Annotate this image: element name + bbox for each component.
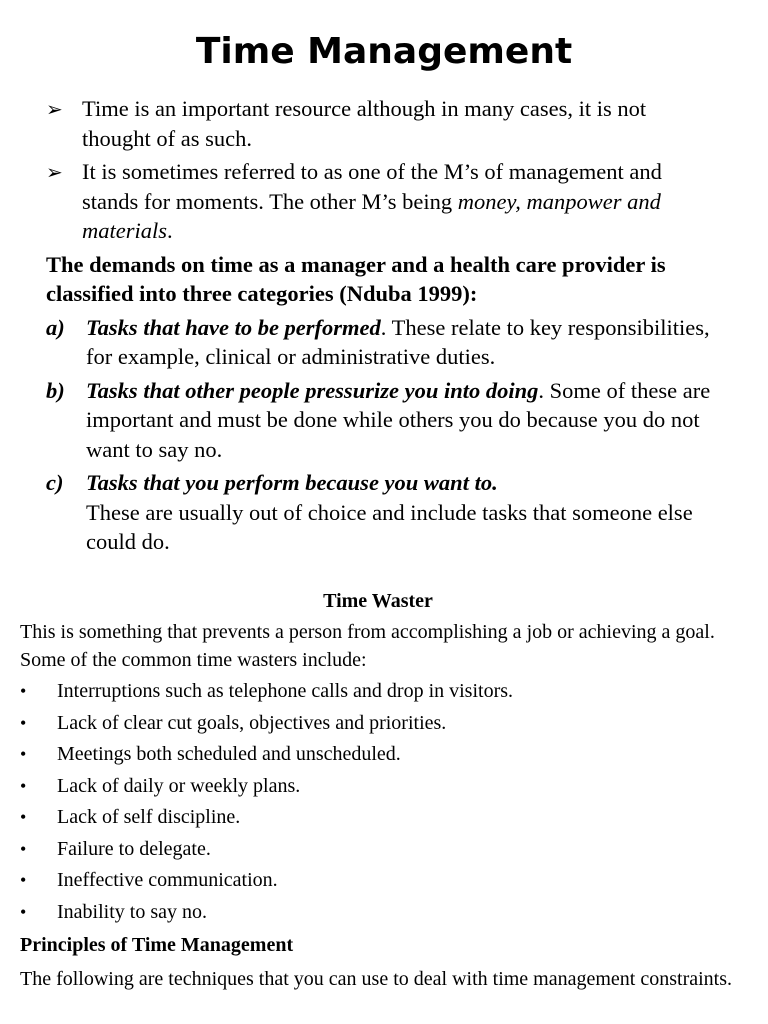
- category-marker: b): [46, 377, 65, 403]
- category-description: These are usually out of choice and include tasks that someone else could do.: [86, 499, 693, 554]
- list-item: [20, 866, 740, 898]
- page-title: Time Management: [195, 31, 573, 72]
- list-item-text: Meetings both scheduled and unscheduled.: [57, 743, 401, 765]
- category-marker: c): [46, 470, 64, 495]
- intro-section: [46, 94, 716, 561]
- category-item: [46, 313, 716, 372]
- list-item: [20, 835, 740, 867]
- intro-point: [46, 157, 716, 246]
- list-item-text: Lack of self discipline.: [57, 806, 241, 828]
- list-item-text: Interruptions such as telephone calls and drop in visitors.: [57, 680, 514, 702]
- bullet-dot-icon: •: [20, 901, 27, 922]
- list-item: [20, 709, 740, 741]
- intro-point-text-end: .: [167, 218, 173, 243]
- list-item: [20, 898, 740, 930]
- bullet-dot-icon: •: [20, 838, 27, 859]
- time-waster-list: [20, 677, 740, 929]
- list-item: [20, 677, 740, 709]
- bullet-dot-icon: •: [20, 870, 27, 890]
- bullet-dot-icon: •: [20, 744, 27, 764]
- category-item: [46, 376, 716, 465]
- intro-point-emphasis: money, manpower and materials: [82, 188, 661, 243]
- bullet-dot-icon: •: [20, 712, 27, 733]
- bullet-dot-icon: •: [20, 807, 27, 827]
- list-item-text: Lack of clear cut goals, objectives and priorities.: [57, 711, 447, 734]
- intro-point-text: It is sometimes referred to as one of the M’s of management and stands for moments. The other M’s being: [82, 159, 662, 214]
- bullet-dot-icon: •: [20, 775, 27, 796]
- intro-point: [46, 94, 716, 153]
- category-description: . Some of these are important and must be done while others you do because you do not want to say no.: [86, 377, 711, 462]
- intro-point-text: Time is an important resource although in many cases, it is not thought of as such.: [82, 96, 647, 151]
- category-title: Tasks that have to be performed: [86, 314, 381, 340]
- arrow-bullet-icon: ➢: [46, 97, 63, 121]
- arrow-bullet-icon: ➢: [46, 160, 63, 184]
- time-waster-heading: Time Waster: [323, 590, 433, 612]
- list-item-text: Failure to delegate.: [57, 837, 211, 860]
- list-item: [20, 803, 740, 835]
- category-title: Tasks that you perform because you want to.: [86, 470, 498, 495]
- list-item: [20, 740, 740, 772]
- time-waster-section: [20, 587, 740, 993]
- principles-intro: The following are techniques that you can use to deal with time management constraints.: [20, 968, 733, 990]
- principles-heading: Principles of Time Management: [20, 934, 294, 956]
- category-description: . These relate to key responsibilities, for example, clinical or administrative duties.: [86, 314, 710, 369]
- category-title: Tasks that other people pressurize you into doing: [86, 377, 539, 403]
- time-waster-intro: This is something that prevents a person from accomplishing a job or achieving a goal. Some of the common time wasters include:: [20, 621, 715, 671]
- list-item-text: Lack of daily or weekly plans.: [57, 774, 301, 797]
- bullet-dot-icon: •: [20, 681, 27, 701]
- list-item-text: Inability to say no.: [57, 900, 207, 923]
- category-item: [46, 468, 716, 557]
- category-marker: a): [46, 314, 65, 340]
- list-item: [20, 772, 740, 804]
- list-item-text: Ineffective communication.: [57, 869, 278, 891]
- demands-heading: The demands on time as a manager and a health care provider is classified into three categories (Nduba 1999):: [46, 251, 666, 306]
